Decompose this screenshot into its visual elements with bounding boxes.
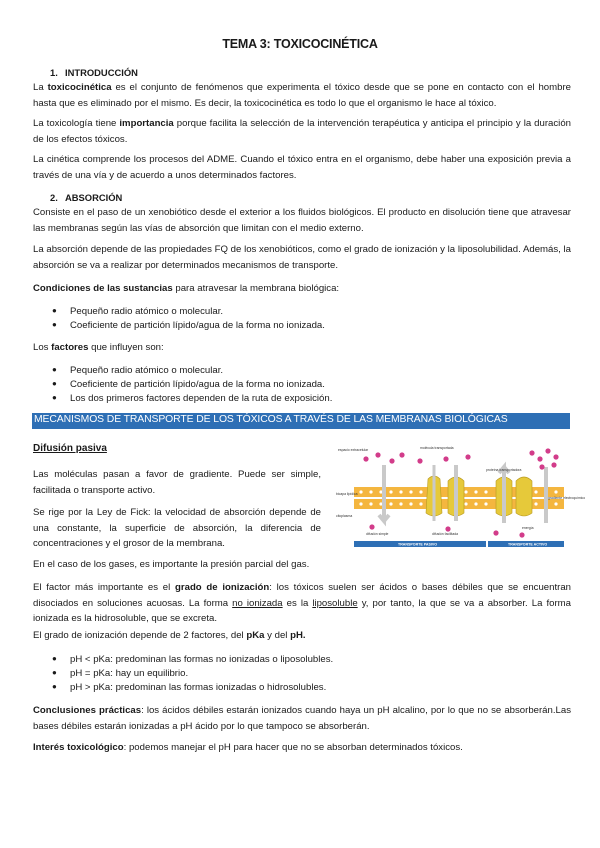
paragraph-conclusiones: Conclusiones prácticas: los ácidos débiles estarán ionizados cuando haya un pH alcalino, por lo que no se absorberán.Las bases débiles estarán ionizadas a pH ácido por lo que tampoco se absorberán.	[33, 705, 571, 732]
label-facilitated-diffusion: difusión facilitada	[432, 532, 459, 536]
paragraph-gradiente: Las moléculas pasan a favor de gradiente. Puede ser simple, facilitada o transporte activo.	[33, 469, 321, 496]
label-cytoplasm: citoplasma	[336, 514, 353, 518]
label-passive-transport: TRANSPORTE PASIVO	[398, 542, 438, 547]
section-heading-absorcion	[50, 192, 122, 203]
label-energy: energía	[522, 526, 534, 530]
section-title: ABSORCIÓN	[65, 192, 123, 203]
paragraph-absorcion-def: Consiste en el paso de un xenobiótico desde el exterior a los fluidos biológicos. El producto en disolución tiene que atravesar las membranas según las vías de absorción que limitan con el medio externo.	[33, 207, 571, 234]
page-title: TEMA 3: TOXICOCINÉTICA	[222, 37, 378, 51]
section-banner	[32, 413, 570, 429]
section-heading-introduccion	[50, 67, 138, 78]
membrane-transport-diagram	[336, 443, 586, 555]
paragraph-adme: La cinética comprende los procesos del ADME. Cuando el tóxico entra en el organismo, debe haber una exposición previa a través de una vía y de acuerdo a unos determinados factores.	[33, 154, 571, 181]
bullet-icon: ●	[52, 306, 57, 315]
label-molecule: molécula transportada	[420, 446, 454, 450]
list-item: ● Coeficiente de partición lípido/agua de la forma no ionizada.	[52, 379, 325, 390]
bold-term: pH.	[290, 630, 306, 641]
paragraph-ionizacion: El factor más importante es el grado de ionización: los tóxicos suelen ser ácidos o bases débiles que se encuentran disociados en soluciones acuosas. La forma no ionizada es la liposoluble y, por tanto, la que se va a absorber. La forma ionizada es la hidrosoluble, que se excreta.	[33, 582, 571, 624]
bullet-icon: ●	[52, 379, 57, 388]
bullet-icon: ●	[52, 365, 57, 374]
paragraph-fick: Se rige por la Ley de Fick: la velocidad de absorción depende de una constante, la superficie de absorción, la diferencia de concentraciones y el grosor de la membrana.	[33, 507, 321, 549]
bold-term: Condiciones de las sustancias	[33, 283, 173, 294]
bullet-icon: ●	[52, 682, 57, 691]
bold-term: Conclusiones prácticas	[33, 705, 142, 716]
list-item: ● pH = pKa: hay un equilibrio.	[52, 668, 189, 679]
bullet-icon: ●	[52, 654, 57, 663]
bullet-icon: ●	[52, 668, 57, 677]
label-active-transport: TRANSPORTE ACTIVO	[508, 542, 548, 547]
bold-term: toxicocinética	[47, 82, 112, 93]
list-item: ● pH < pKa: predominan las formas no ionizadas o liposolubles.	[52, 654, 334, 665]
section-title: INTRODUCCIÓN	[65, 67, 138, 78]
section-number: 1.	[50, 67, 58, 78]
paragraph-importancia: La toxicología tiene importancia porque facilita la selección de la intervención terapéutica y anticipa el principio y la duración de los efectos tóxicos.	[33, 118, 571, 145]
bullet-icon: ●	[52, 320, 57, 329]
list-item: ● pH > pKa: predominan las formas ionizadas o hidrosolubles.	[52, 682, 327, 693]
list-item: ● Pequeño radio atómico o molecular.	[52, 306, 224, 317]
label-gradient: gradiente electroquímico	[548, 496, 586, 500]
list-item: ● Pequeño radio atómico o molecular.	[52, 365, 224, 376]
paragraph-gases: En el caso de los gases, es importante la presión parcial del gas.	[33, 559, 310, 570]
bold-term: pKa	[246, 630, 265, 641]
label-simple-diffusion: difusión simple	[366, 532, 389, 536]
banner-title: MECANISMOS DE TRANSPORTE DE LOS TÓXICOS A TRAVÉS DE LAS MEMBRANAS BIOLÓGICAS	[34, 414, 508, 425]
underlined-term: liposoluble	[312, 597, 358, 609]
paragraph-interes: Interés toxicológico: podemos manejar el pH para hacer que no se absorban determinados tóxicos.	[33, 742, 463, 753]
pump-protein	[516, 477, 532, 516]
label-extracellular: espacio extracelular	[338, 448, 369, 452]
paragraph-toxicocinetica: La toxicocinética es el conjunto de fenómenos que experimenta el tóxico desde que se pone en contacto con el hombre hasta que es eliminado por el mismo. Es decir, la toxicocinética es todo lo que el organismo le hace al tóxico.	[33, 82, 572, 109]
label-bilayer: bicapa lipídica	[336, 492, 358, 496]
paragraph-absorcion-fq: La absorción depende de las propiedades FQ de los xenobióticos, como el grado de ionización y la liposolubilidad. Además, la absorción se va a realizar por determinados mecanismos de transporte.	[33, 244, 571, 271]
bold-term: Interés toxicológico	[33, 742, 124, 753]
bold-term: importancia	[119, 118, 174, 129]
label-protein: proteína transportadora	[486, 468, 522, 472]
list-item: ● Coeficiente de partición lípido/agua de la forma no ionizada.	[52, 320, 325, 331]
paragraph-pka-ph: El grado de ionización depende de 2 factores, del pKa y del pH.	[33, 630, 306, 641]
underlined-term: no ionizada	[232, 597, 283, 609]
bold-term: grado de ionización	[175, 582, 270, 593]
bullet-icon: ●	[52, 393, 57, 402]
subheading-difusion-pasiva: Difusión pasiva	[33, 443, 107, 454]
bold-term: factores	[51, 342, 89, 353]
paragraph-factores: Los factores que influyen son:	[33, 342, 164, 353]
section-number: 2.	[50, 192, 58, 203]
list-item: ● Los dos primeros factores dependen de la ruta de exposición.	[52, 393, 333, 404]
paragraph-condiciones: Condiciones de las sustancias para atravesar la membrana biológica:	[33, 283, 340, 294]
